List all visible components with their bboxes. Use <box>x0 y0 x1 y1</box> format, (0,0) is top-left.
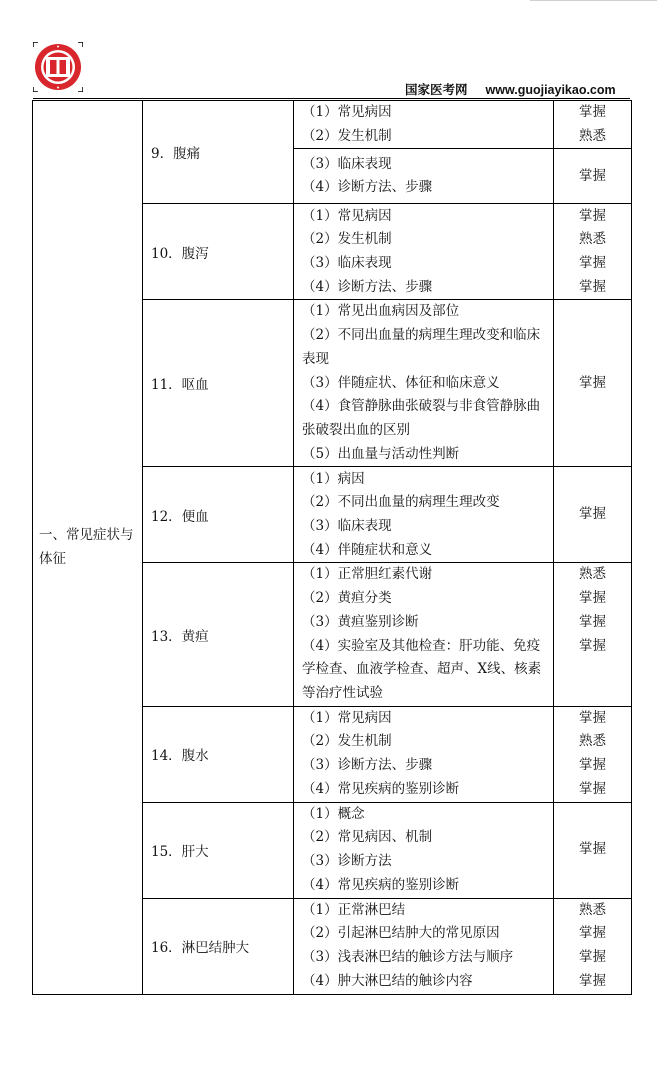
list-item: （1）正常胆红素代谢 <box>302 566 433 583</box>
level-label: 掌握 <box>579 374 606 391</box>
list-item: （3）黄疸鉴别诊断 <box>302 613 419 630</box>
top-edge-mark <box>530 0 657 1</box>
list-item: （4）常见疾病的鉴别诊断 <box>302 876 460 893</box>
list-item: （4）肿大淋巴结的触诊内容 <box>302 972 473 989</box>
level-label: 熟悉 <box>579 733 606 750</box>
level-label: 掌握 <box>579 709 606 726</box>
items-cell <box>294 101 554 149</box>
list-item: （2）不同出血量的病理生理改变 <box>302 494 500 511</box>
list-item: （4）实验室及其他检查：肝功能、免疫学检查、血液学检查、超声、X线、核素等治疗性试验 <box>302 637 542 701</box>
symptom-cell: 11．呕血 <box>143 300 294 467</box>
levels-cell <box>554 300 632 467</box>
level-label: 掌握 <box>579 613 606 630</box>
symptom-cell: 13．黄疸 <box>143 563 294 706</box>
level-label: 熟悉 <box>579 127 606 144</box>
symptom-cell: 14．腹水 <box>143 706 294 802</box>
site-logo <box>33 42 83 92</box>
symptom-cell: 15．肝大 <box>143 802 294 898</box>
list-item: （1）常见病因 <box>302 104 392 120</box>
symptom-cell: 9．腹痛 <box>143 101 294 204</box>
list-item: （2）常见病因、机制 <box>302 829 433 846</box>
levels-cell <box>554 101 632 149</box>
list-item: （4）诊断方法、步骤 <box>302 179 433 196</box>
level-label: 掌握 <box>579 278 606 295</box>
list-item: （4）伴随症状和意义 <box>302 541 433 558</box>
list-item: （2）发生机制 <box>302 231 392 248</box>
items-cell <box>294 204 554 300</box>
list-item: （1）常见病因 <box>302 709 392 726</box>
levels-cell <box>554 706 632 802</box>
logo-seal-icon <box>33 42 83 92</box>
site-name: 国家医考网 <box>405 82 468 97</box>
level-label: 熟悉 <box>579 901 606 918</box>
symptom-cell: 12．便血 <box>143 467 294 563</box>
level-label: 掌握 <box>579 637 606 654</box>
level-label: 掌握 <box>579 925 606 942</box>
list-item: （1）常见病因 <box>302 207 392 224</box>
level-label: 掌握 <box>579 590 606 607</box>
symptom-cell: 10．腹泻 <box>143 204 294 300</box>
levels-cell <box>554 563 632 706</box>
list-item: （2）引起淋巴结肿大的常见原因 <box>302 925 500 942</box>
list-item: （3）临床表现 <box>302 254 392 271</box>
levels-cell <box>554 802 632 898</box>
list-item: （1）正常淋巴结 <box>302 901 406 918</box>
list-item: （2）不同出血量的病理生理改变和临床表现 <box>302 327 541 367</box>
level-label: 掌握 <box>579 104 606 120</box>
items-cell <box>294 149 554 204</box>
level-label: 熟悉 <box>579 231 606 248</box>
header-rule <box>33 98 630 99</box>
items-cell <box>294 898 554 994</box>
site-url[interactable]: www.guojiayikao.com <box>485 83 616 97</box>
level-label: 掌握 <box>579 207 606 224</box>
site-header <box>405 80 616 98</box>
levels-cell <box>554 204 632 300</box>
list-item: （2）发生机制 <box>302 127 392 144</box>
level-label: 掌握 <box>579 757 606 774</box>
list-item: （3）诊断方法 <box>302 853 392 870</box>
symptom-cell: 16．淋巴结肿大 <box>143 898 294 994</box>
list-item: （4）食管静脉曲张破裂与非食管静脉曲张破裂出血的区别 <box>302 398 541 438</box>
levels-cell <box>554 467 632 563</box>
items-cell <box>294 802 554 898</box>
table-row <box>33 101 632 149</box>
list-item: （3）伴随症状、体征和临床意义 <box>302 374 500 391</box>
chapter-cell: 一、常见症状与体征 <box>33 101 143 995</box>
level-label: 掌握 <box>579 506 606 523</box>
items-cell <box>294 706 554 802</box>
list-item: （2）黄疸分类 <box>302 590 392 607</box>
list-item: （1）常见出血病因及部位 <box>302 303 460 320</box>
level-label: 掌握 <box>579 841 606 858</box>
list-item: （5）出血量与活动性判断 <box>302 445 460 462</box>
list-item: （3）浅表淋巴结的触诊方法与顺序 <box>302 949 514 966</box>
list-item: （1）病因 <box>302 470 365 487</box>
items-cell <box>294 300 554 467</box>
list-item: （3）诊断方法、步骤 <box>302 757 433 774</box>
syllabus-table <box>32 100 632 995</box>
levels-cell <box>554 149 632 204</box>
level-label: 掌握 <box>579 780 606 797</box>
list-item: （3）临床表现 <box>302 155 392 172</box>
items-cell <box>294 467 554 563</box>
list-item: （4）诊断方法、步骤 <box>302 278 433 295</box>
levels-cell <box>554 898 632 994</box>
level-label: 掌握 <box>579 254 606 271</box>
list-item: （2）发生机制 <box>302 733 392 750</box>
level-label: 掌握 <box>579 972 606 989</box>
list-item: （1）概念 <box>302 805 365 822</box>
items-cell <box>294 563 554 706</box>
level-label: 掌握 <box>579 949 606 966</box>
level-label: 熟悉 <box>579 566 606 583</box>
level-label: 掌握 <box>579 167 606 184</box>
list-item: （4）常见疾病的鉴别诊断 <box>302 780 460 797</box>
list-item: （3）临床表现 <box>302 517 392 534</box>
